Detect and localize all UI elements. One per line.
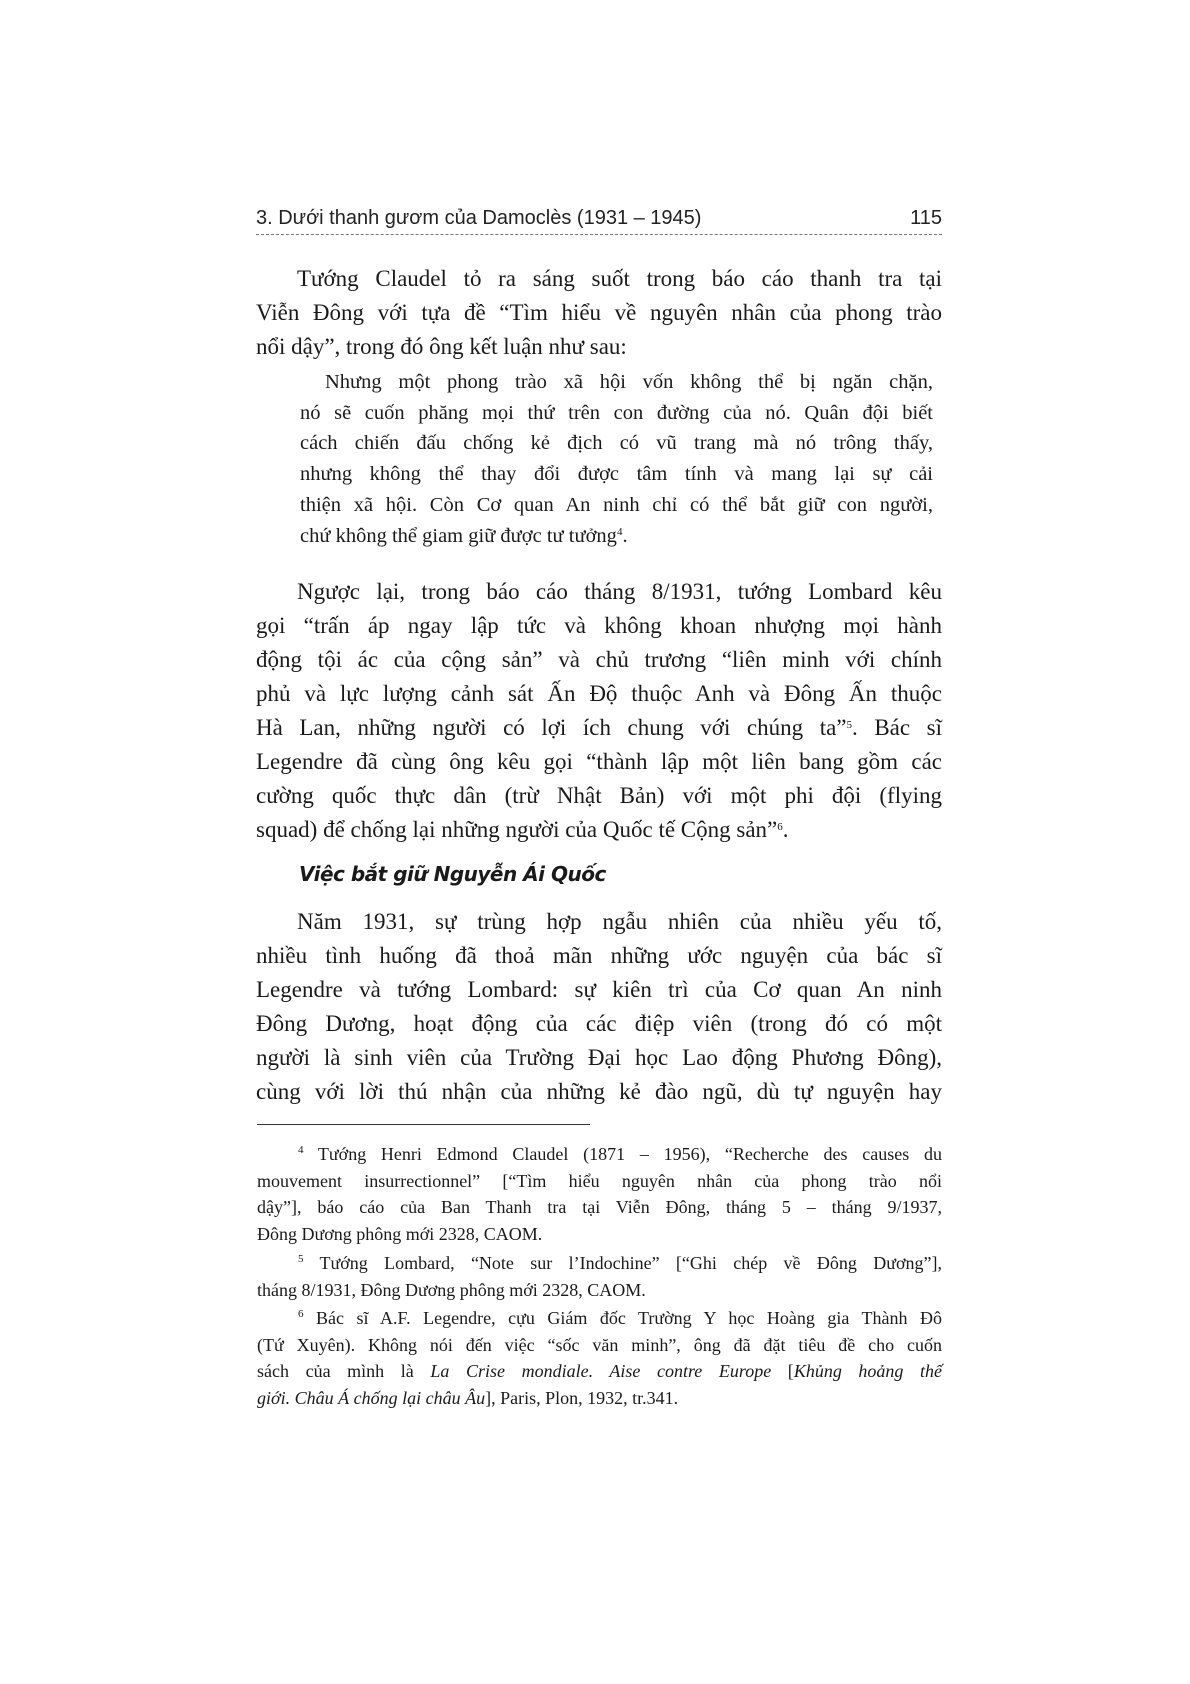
text-line: nó sẽ cuốn phăng mọi thứ trên con đường của nó. Quân đội biết [300, 401, 933, 424]
text-line: Đông Dương phông mới 2328, CAOM. [257, 1223, 543, 1244]
footnote-6 [257, 1305, 942, 1411]
paragraph-1 [256, 262, 942, 364]
text-line: gọi “trấn áp ngay lập tức và không khoan nhượng mọi hành [256, 613, 942, 638]
text-line: Viễn Đông với tựa đề “Tìm hiểu về nguyên nhân của phong trào [256, 300, 942, 325]
text-line: cùng với lời thú nhận của những kẻ đào ngũ, dù tự nguyện hay [256, 1079, 942, 1104]
paragraph-2 [256, 575, 942, 847]
text-line: Đông Dương, hoạt động của các điệp viên (trong đó có một [256, 1011, 942, 1036]
text: . [782, 817, 789, 842]
footnote-ref-6[interactable]: 6 [777, 821, 783, 833]
text-line [256, 711, 942, 745]
text-line: tháng 8/1931, Đông Dương phông mới 2328, CAOM. [257, 1279, 646, 1300]
paragraph-3 [256, 905, 942, 1109]
text-line: nổi dậy”, trong đó ông kết luận như sau: [256, 334, 627, 359]
book-title: La Crise mondiale. Aise contre Europe [430, 1361, 772, 1381]
footnote-number: 4 [298, 1144, 304, 1156]
running-header [256, 207, 942, 233]
text: . [622, 524, 628, 547]
text: . Bác sĩ [852, 715, 942, 740]
text-line: Tướng Claudel tỏ ra sáng suốt trong báo cáo thanh tra tại [297, 266, 942, 291]
footnote-number: 6 [298, 1308, 304, 1320]
section-heading: Việc bắt giữ Nguyễn Ái Quốc [299, 862, 606, 886]
text-line [300, 521, 933, 552]
text: [ [771, 1361, 794, 1381]
footnote-5 [257, 1250, 942, 1303]
text: Hà Lan, những người có lợi ích chung với chúng ta” [256, 715, 847, 740]
text-line: Legendre đã cùng ông kêu gọi “thành lập một liên bang gồm các [256, 749, 942, 774]
text-line: động tội ác của cộng sản” và chủ trương “liên minh với chính [256, 647, 942, 672]
text: ], Paris, Plon, 1932, tr.341. [485, 1387, 679, 1408]
text-line [257, 1358, 942, 1385]
text-line: cách chiến đấu chống kẻ địch có vũ trang mà nó trông thấy, [300, 432, 933, 455]
text: chứ không thể giam giữ được tư tưởng [300, 524, 617, 547]
text-line: nhưng không thể thay đổi được tâm tính và mang lại sự cải [300, 463, 933, 486]
book-title-translation: giới. Châu Á chống lại châu Âu [257, 1387, 486, 1408]
text-line: người là sinh viên của Trường Đại học Lao động Phương Đông), [256, 1045, 942, 1070]
chapter-title: 3. Dưới thanh gươm của Damoclès (1931 – 1945) [256, 207, 702, 229]
text: Tướng Lombard, “Note sur l’Indochine” [“Ghi chép về Đông Dương”], [319, 1253, 942, 1273]
text-line [257, 1250, 942, 1277]
page-number: 115 [910, 207, 942, 229]
header-divider [256, 234, 942, 235]
text: Bác sĩ A.F. Legendre, cựu Giám đốc Trường Y học Hoàng gia Thành Đô [316, 1308, 943, 1328]
text-line: (Tứ Xuyên). Không nói đến việc “sốc văn minh”, ông đã đặt tiêu đề cho cuốn [257, 1334, 942, 1355]
footnote-4 [257, 1141, 942, 1247]
text: squad) để chống lại những người của Quốc tế Cộng sản” [256, 817, 778, 842]
text-line: cường quốc thực dân (trừ Nhật Bản) với một phi đội (flying [256, 783, 942, 808]
text-line: mouvement insurrectionnel” [“Tìm hiểu nguyên nhân của phong trào nổi [257, 1170, 942, 1191]
text-line: Nhưng một phong trào xã hội vốn không thể bị ngăn chặn, [325, 371, 933, 393]
text-line: phủ và lực lượng cảnh sát Ấn Độ thuộc Anh và Đông Ấn thuộc [256, 681, 942, 706]
text-line: dậy”], báo cáo của Ban Thanh tra tại Viễn Đông, tháng 5 – tháng 9/1937, [257, 1197, 942, 1217]
text: sách của mình là [257, 1361, 431, 1381]
footnote-ref-5[interactable]: 5 [846, 719, 853, 731]
text-line [256, 813, 942, 847]
text-line: thiện xã hội. Còn Cơ quan An ninh chỉ có thể bắt giữ con người, [300, 493, 933, 516]
text: Tướng Henri Edmond Claudel (1871 – 1956), “Recherche des causes du [317, 1144, 942, 1164]
text-line [257, 1305, 942, 1332]
block-quote [300, 367, 933, 551]
footnote-number: 5 [298, 1253, 304, 1265]
text-line: Ngược lại, trong báo cáo tháng 8/1931, tướng Lombard kêu [297, 579, 942, 604]
book-title-translation: Khủng hoảng thế [793, 1361, 943, 1381]
footnote-ref-4[interactable]: 4 [616, 525, 623, 538]
text-line: nhiều tình huống đã thoả mãn những ước nguyện của bác sĩ [256, 943, 942, 968]
text-line [257, 1385, 942, 1412]
text-line: Legendre và tướng Lombard: sự kiên trì của Cơ quan An ninh [256, 977, 942, 1002]
footnote-rule [257, 1124, 590, 1125]
text-line [257, 1141, 942, 1168]
text-line: Năm 1931, sự trùng hợp ngẫu nhiên của nhiều yếu tố, [297, 909, 942, 934]
